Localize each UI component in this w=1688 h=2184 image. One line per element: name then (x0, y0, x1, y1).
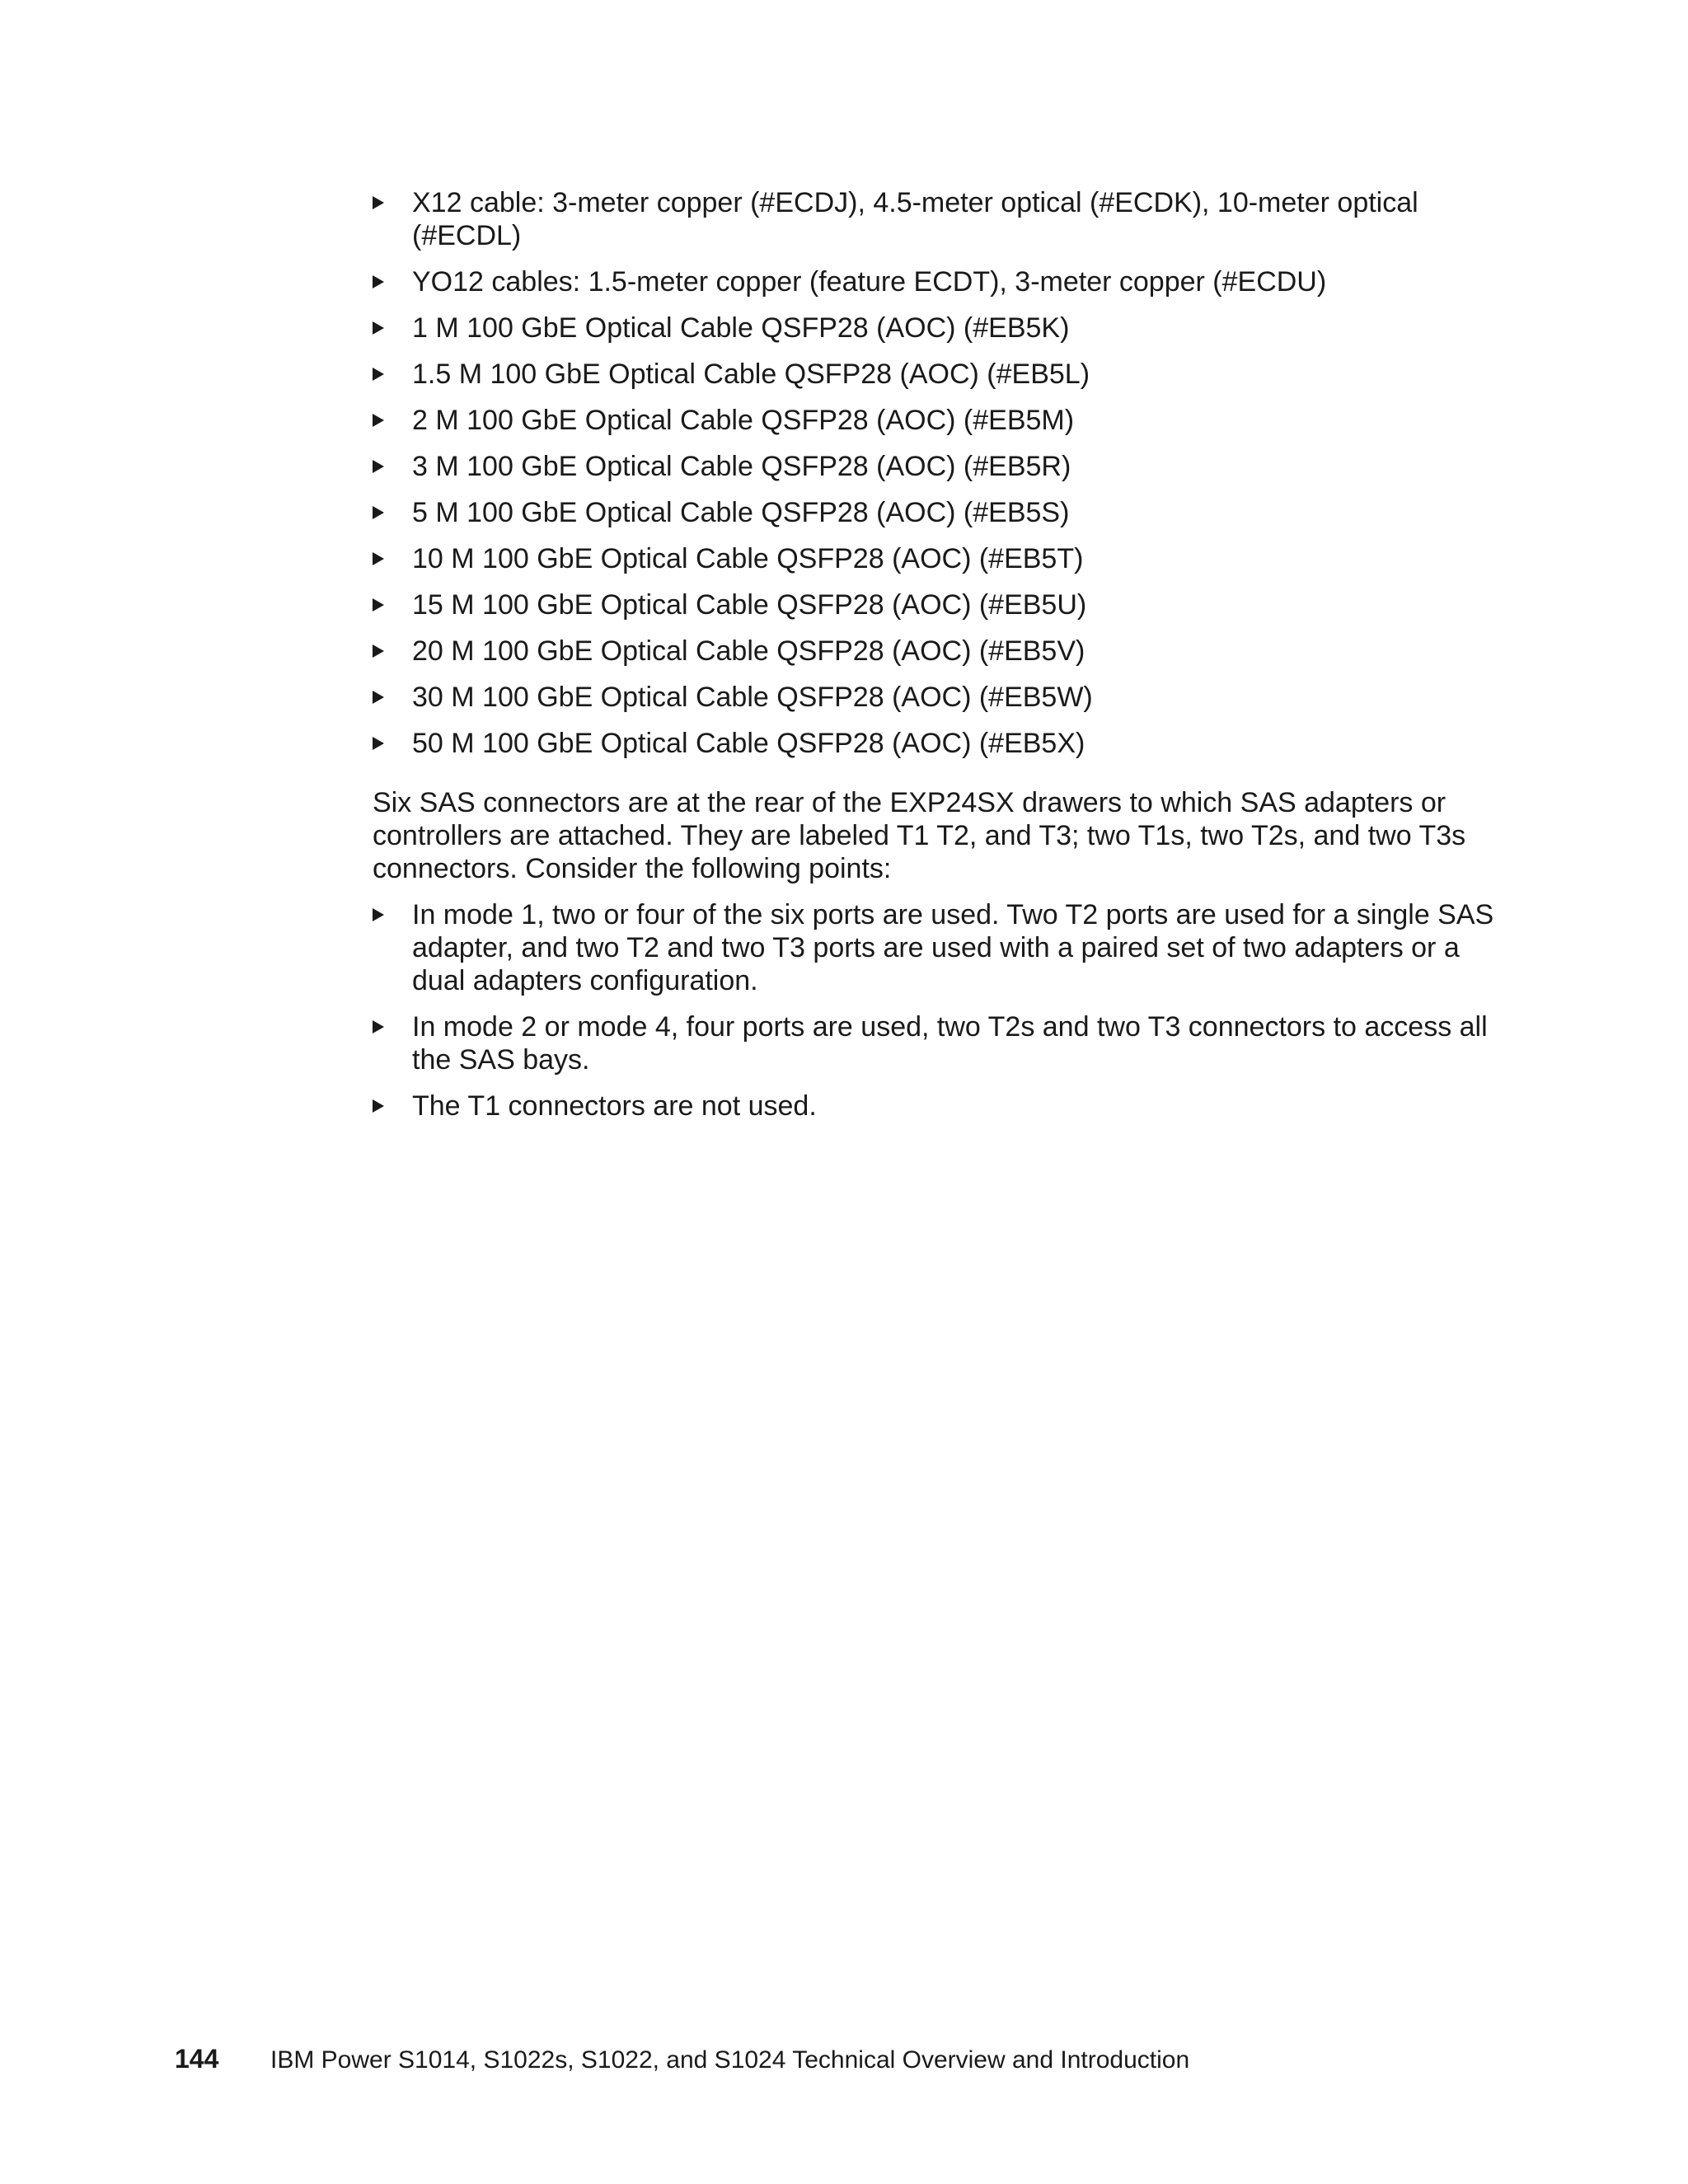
page-footer (175, 2042, 1189, 2077)
list-item-text: YO12 cables: 1.5-meter copper (feature ECDT), 3-meter copper (#ECDU) (412, 266, 1327, 298)
list-item (373, 496, 1510, 529)
triangle-bullet-icon (373, 368, 384, 381)
triangle-bullet-icon (373, 414, 384, 427)
sas-connectors-paragraph: Six SAS connectors are at the rear of the EXP24SX drawers to which SAS adapters or controllers are attached. They are labeled T1 T2, and T3; two T1s, two T2s, and two T3s connectors. Consider the following points: (373, 787, 1466, 884)
list-item (373, 450, 1510, 483)
triangle-bullet-icon (373, 644, 384, 658)
triangle-bullet-icon (373, 552, 384, 565)
triangle-bullet-icon (373, 506, 384, 519)
list-item (373, 265, 1510, 298)
list-item (373, 588, 1510, 621)
triangle-bullet-icon (373, 598, 384, 612)
list-item-text: X12 cable: 3-meter copper (#ECDJ), 4.5-meter optical (#ECDK), 10-meter optical (#ECDL) (412, 187, 1418, 251)
list-item (373, 542, 1510, 575)
list-item-text: 1 M 100 GbE Optical Cable QSFP28 (AOC) (#EB5K) (412, 312, 1070, 344)
list-item-text: In mode 1, two or four of the six ports are used. Two T2 ports are used for a single SAS adapter, and two T2 and two T3 ports are used with a paired set of two adapters or a dual adapters configuration. (412, 899, 1494, 996)
list-item (373, 404, 1510, 437)
list-item (373, 1090, 1510, 1122)
list-item (373, 358, 1510, 391)
list-item-text: 5 M 100 GbE Optical Cable QSFP28 (AOC) (#EB5S) (412, 497, 1070, 528)
triangle-bullet-icon (373, 691, 384, 704)
page-body (373, 186, 1510, 1136)
list-item-text: 3 M 100 GbE Optical Cable QSFP28 (AOC) (#EB5R) (412, 451, 1071, 482)
list-item-text: 15 M 100 GbE Optical Cable QSFP28 (AOC) (#EB5U) (412, 589, 1087, 621)
cable-options-list (373, 186, 1510, 760)
triangle-bullet-icon (373, 737, 384, 750)
list-item-text: 30 M 100 GbE Optical Cable QSFP28 (AOC) (#EB5W) (412, 682, 1093, 713)
sas-points-list (373, 898, 1510, 1122)
triangle-bullet-icon (373, 1099, 384, 1113)
triangle-bullet-icon (373, 196, 384, 209)
triangle-bullet-icon (373, 275, 384, 288)
list-item-text: In mode 2 or mode 4, four ports are used, two T2s and two T3 connectors to access all the SAS bays. (412, 1011, 1488, 1076)
list-item (373, 898, 1510, 997)
triangle-bullet-icon (373, 321, 384, 335)
triangle-bullet-icon (373, 1020, 384, 1033)
list-item-text: 2 M 100 GbE Optical Cable QSFP28 (AOC) (#EB5M) (412, 405, 1075, 436)
list-item-text: 50 M 100 GbE Optical Cable QSFP28 (AOC) (#EB5X) (412, 728, 1085, 759)
list-item (373, 186, 1510, 252)
page-number: 144 (175, 2044, 219, 2074)
list-item (373, 635, 1510, 668)
list-item-text: 1.5 M 100 GbE Optical Cable QSFP28 (AOC) (#EB5L) (412, 359, 1090, 390)
footer-title: IBM Power S1014, S1022s, S1022, and S1024 Technical Overview and Introduction (270, 2046, 1190, 2074)
list-item-text: 10 M 100 GbE Optical Cable QSFP28 (AOC) (#EB5T) (412, 543, 1084, 574)
triangle-bullet-icon (373, 908, 384, 921)
list-item-text: 20 M 100 GbE Optical Cable QSFP28 (AOC) (#EB5V) (412, 635, 1085, 667)
triangle-bullet-icon (373, 460, 384, 473)
list-item-text: The T1 connectors are not used. (412, 1090, 817, 1122)
list-item (373, 1010, 1510, 1076)
list-item (373, 727, 1510, 760)
list-item (373, 681, 1510, 714)
list-item (373, 312, 1510, 344)
